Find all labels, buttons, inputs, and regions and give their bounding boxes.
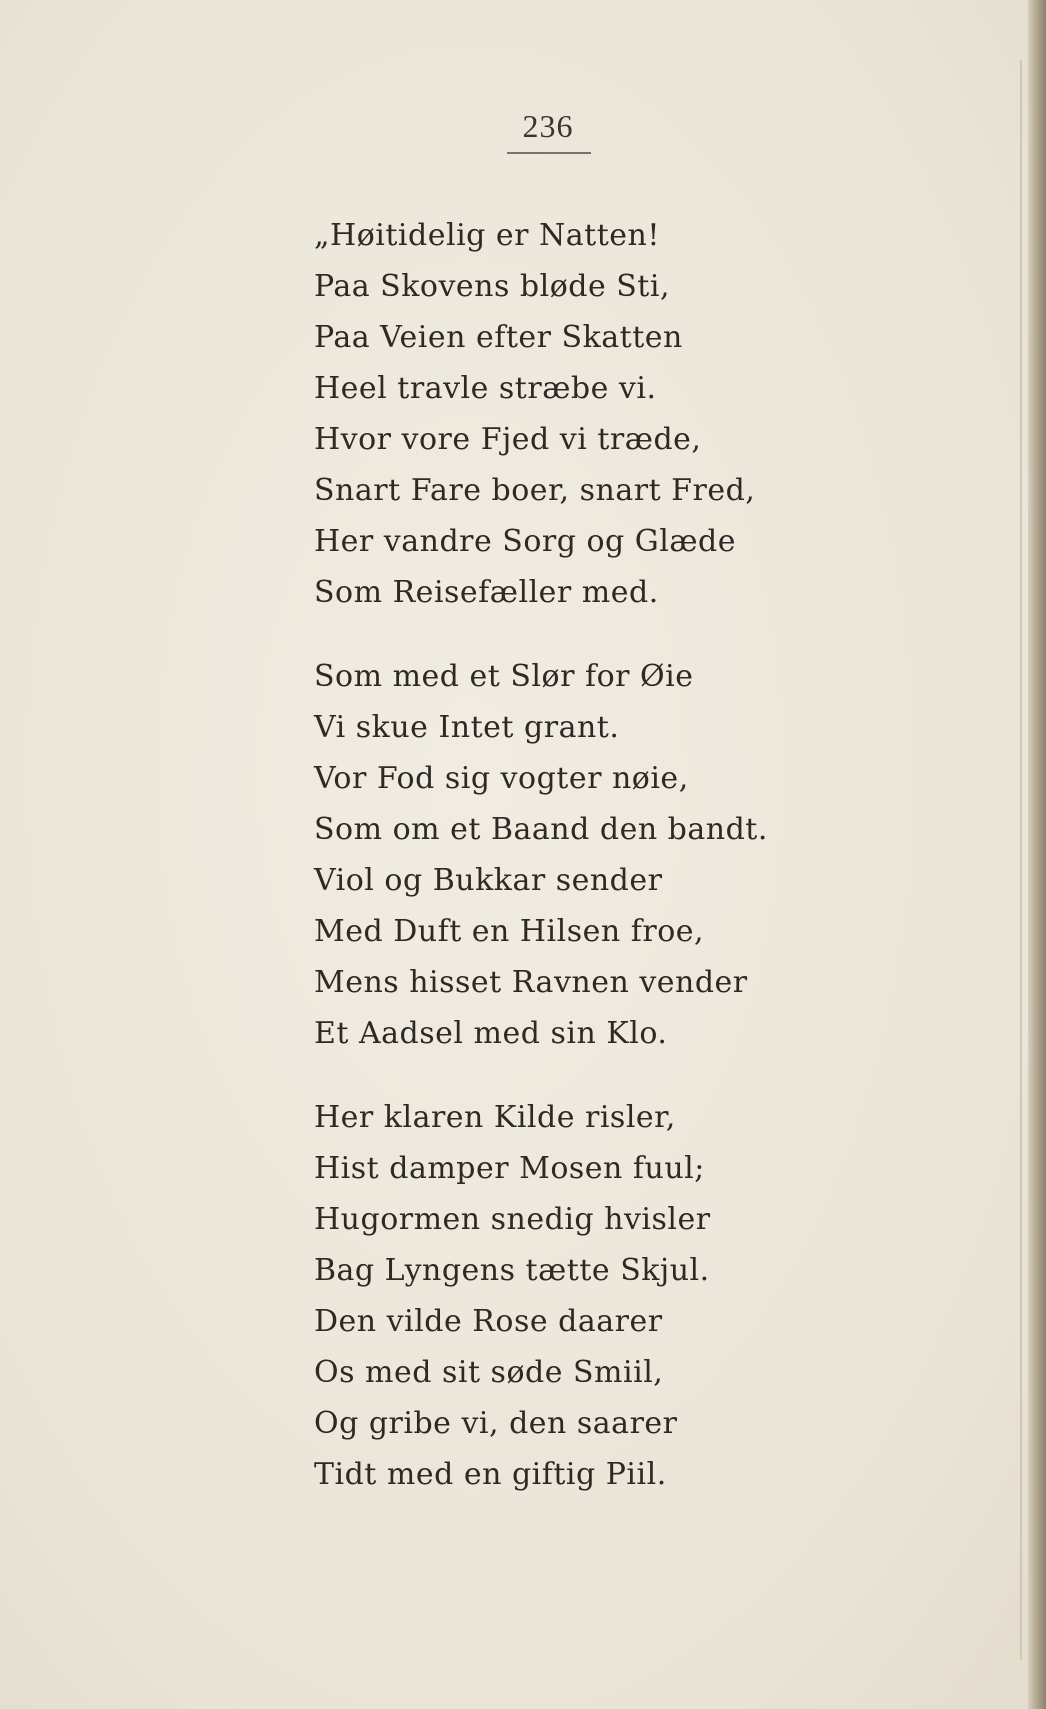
poem-line: Tidt med en giftig Piil. bbox=[314, 1457, 667, 1492]
poem-line: Som om et Baand den bandt. bbox=[314, 812, 768, 847]
poem-line: Hugormen snedig hvisler bbox=[314, 1202, 711, 1237]
poem-line: Heel travle stræbe vi. bbox=[314, 371, 657, 406]
poem-line: Os med sit søde Smiil, bbox=[314, 1355, 664, 1390]
poem-line: Som Reisefæller med. bbox=[314, 575, 659, 610]
poem-line: Med Duft en Hilsen froe, bbox=[314, 914, 705, 949]
poem-line: Snart Fare boer, snart Fred, bbox=[314, 473, 756, 508]
stanza-1 bbox=[314, 210, 1014, 618]
poem-line: Bag Lyngens tætte Skjul. bbox=[314, 1253, 710, 1288]
page-number: 236 bbox=[522, 108, 574, 144]
page-edge bbox=[1028, 0, 1046, 1709]
poem-line: Hvor vore Fjed vi træde, bbox=[314, 422, 702, 457]
poem-line: Vi skue Intet grant. bbox=[314, 710, 620, 745]
poem-line: Og gribe vi, den saarer bbox=[314, 1406, 678, 1441]
poem-line: Som med et Slør for Øie bbox=[314, 659, 694, 694]
poem-line: Mens hisset Ravnen vender bbox=[314, 965, 748, 1000]
stanza-2 bbox=[314, 651, 1014, 1059]
poem-line: Den vilde Rose daarer bbox=[314, 1304, 663, 1339]
poem-line: Viol og Bukkar sender bbox=[314, 863, 663, 898]
stanza-3 bbox=[314, 1092, 1014, 1500]
poem-line: „Høitidelig er Natten! bbox=[314, 218, 660, 253]
poem-line: Et Aadsel med sin Klo. bbox=[314, 1016, 668, 1051]
poem-line: Vor Fod sig vogter nøie, bbox=[314, 761, 689, 796]
page-edge-line bbox=[1020, 60, 1022, 1660]
poem bbox=[314, 210, 1014, 1533]
poem-line: Her vandre Sorg og Glæde bbox=[314, 524, 736, 559]
poem-line: Hist damper Mosen fuul; bbox=[314, 1151, 705, 1186]
poem-line: Paa Veien efter Skatten bbox=[314, 320, 683, 355]
poem-line: Paa Skovens bløde Sti, bbox=[314, 269, 670, 304]
poem-line: Her klaren Kilde risler, bbox=[314, 1100, 676, 1135]
page-number-rule bbox=[507, 152, 591, 154]
